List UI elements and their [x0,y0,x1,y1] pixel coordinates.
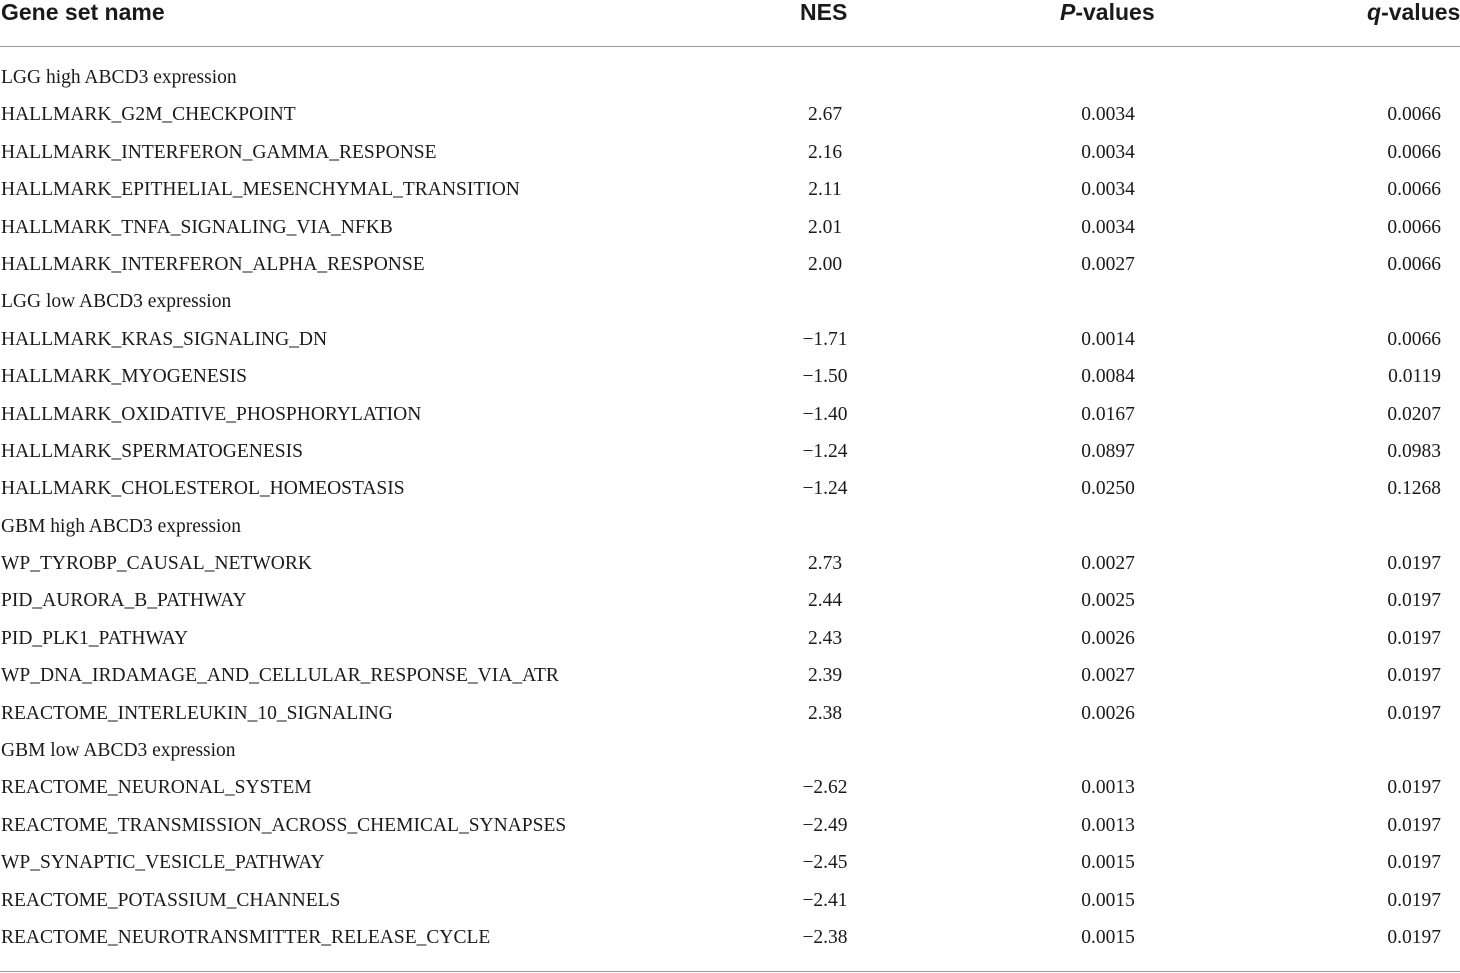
table-row [0,96,1460,133]
q-value-cell: 0.0066 [1387,141,1441,163]
gene-set-name-cell: LGG high ABCD3 expression [1,67,237,88]
table-row [0,396,1460,433]
gene-set-name-cell: HALLMARK_OXIDATIVE_PHOSPHORYLATION [1,403,422,425]
nes-cell: −1.50 [802,366,848,388]
p-value-cell: 0.0027 [1081,253,1135,275]
gene-set-name-cell: REACTOME_POTASSIUM_CHANNELS [1,889,341,911]
table-bottom-rule [0,971,1460,972]
gene-set-name-cell: PID_PLK1_PATHWAY [1,627,189,649]
gene-set-name-cell: LGG low ABCD3 expression [1,291,232,313]
gene-set-name-cell: HALLMARK_INTERFERON_GAMMA_RESPONSE [1,141,437,163]
gene-set-name-cell: HALLMARK_MYOGENESIS [1,366,247,388]
header-nes: NES [800,0,848,25]
table-row [0,807,1460,844]
p-value-cell: 0.0250 [1081,478,1135,500]
q-value-cell: 0.0983 [1387,440,1441,462]
q-value-cell: 0.0197 [1387,665,1441,687]
gene-set-name-cell: REACTOME_NEURONAL_SYSTEM [1,777,312,799]
table-row [0,582,1460,619]
nes-cell: 2.11 [808,179,842,201]
nes-cell: −2.45 [802,852,848,874]
gene-set-name-cell: REACTOME_NEUROTRANSMITTER_RELEASE_CYCLE [1,926,491,948]
nes-cell: 2.38 [807,702,843,724]
header-q-rest: -values [1381,0,1460,25]
nes-cell: −1.71 [802,328,848,350]
p-value-cell: 0.0034 [1081,179,1135,201]
p-value-cell: 0.0026 [1081,702,1135,724]
header-p-values [1060,0,1155,26]
p-value-cell: 0.0897 [1081,440,1135,462]
q-value-cell: 0.0207 [1387,403,1441,425]
q-value-cell: 0.0197 [1387,627,1441,649]
section-header-row [0,508,1460,545]
q-value-cell: 0.0066 [1387,253,1441,275]
header-p-rest: -values [1075,0,1155,25]
gene-set-name-cell: GBM low ABCD3 expression [1,740,236,762]
q-value-cell: 0.0197 [1387,777,1441,799]
p-value-cell: 0.0026 [1081,627,1135,649]
nes-cell: −1.40 [802,403,848,425]
q-value-cell: 0.0197 [1387,814,1441,836]
gene-set-name-cell: WP_TYROBP_CAUSAL_NETWORK [1,553,312,575]
section-header-row [0,59,1460,96]
p-value-cell: 0.0025 [1081,590,1135,612]
p-value-cell: 0.0015 [1081,852,1135,874]
nes-cell: −2.38 [802,926,848,948]
p-value-cell: 0.0084 [1081,366,1135,388]
p-value-cell: 0.0034 [1081,104,1135,126]
table-header [0,0,1460,47]
gene-set-name-cell: HALLMARK_G2M_CHECKPOINT [1,104,296,126]
gene-set-name-cell: WP_DNA_IRDAMAGE_AND_CELLULAR_RESPONSE_VIA_ATR [1,665,559,687]
table-row [0,134,1460,171]
table-row [0,246,1460,283]
section-header-row [0,732,1460,769]
p-value-cell: 0.0013 [1081,777,1135,799]
q-value-cell: 0.0197 [1387,852,1441,874]
table-row [0,882,1460,919]
table-row [0,209,1460,246]
nes-cell: 2.73 [807,553,843,575]
nes-cell: −1.24 [802,478,848,500]
p-value-cell: 0.0015 [1081,926,1135,948]
nes-cell: −1.24 [802,440,848,462]
table-row [0,433,1460,470]
q-value-cell: 0.0119 [1388,366,1441,388]
q-value-cell: 0.0066 [1387,179,1441,201]
q-value-cell: 0.0066 [1387,328,1441,350]
gene-set-name-cell: HALLMARK_TNFA_SIGNALING_VIA_NFKB [1,216,393,238]
nes-cell: −2.62 [802,777,848,799]
table-row [0,657,1460,694]
nes-cell: 2.39 [807,665,843,687]
nes-cell: −2.49 [802,814,848,836]
gene-set-name-cell: REACTOME_INTERLEUKIN_10_SIGNALING [1,702,393,724]
section-header-row [0,283,1460,320]
table-row [0,321,1460,358]
p-value-cell: 0.0013 [1081,814,1135,836]
nes-cell: 2.43 [807,627,843,649]
nes-cell: 2.16 [807,141,843,163]
header-divider [0,46,1460,47]
q-value-cell: 0.0197 [1387,702,1441,724]
nes-cell: 2.67 [807,104,843,126]
p-value-cell: 0.0034 [1081,216,1135,238]
nes-cell: −2.41 [802,889,848,911]
header-q-italic: q [1367,0,1382,25]
table-row [0,620,1460,657]
table-row [0,919,1460,956]
p-value-cell: 0.0027 [1081,553,1135,575]
gene-set-name-cell: HALLMARK_EPITHELIAL_MESENCHYMAL_TRANSITION [1,179,520,201]
q-value-cell: 0.0066 [1387,216,1441,238]
gene-set-name-cell: GBM high ABCD3 expression [1,515,241,537]
gene-set-name-cell: REACTOME_TRANSMISSION_ACROSS_CHEMICAL_SYNAPSES [1,814,567,836]
gene-set-name-cell: WP_SYNAPTIC_VESICLE_PATHWAY [1,852,325,874]
p-value-cell: 0.0014 [1081,328,1135,350]
table-row [0,769,1460,806]
gene-set-name-cell: HALLMARK_INTERFERON_ALPHA_RESPONSE [1,253,425,275]
nes-cell: 2.01 [807,216,843,238]
nes-cell: 2.44 [807,590,843,612]
header-p-italic: P [1060,0,1076,25]
p-value-cell: 0.0034 [1081,141,1135,163]
nes-cell: 2.00 [807,253,843,275]
q-value-cell: 0.0197 [1387,889,1441,911]
table-row [0,844,1460,881]
p-value-cell: 0.0015 [1081,889,1135,911]
table-row [0,695,1460,732]
header-gene-set-name: Gene set name [1,0,165,25]
q-value-cell: 0.1268 [1387,478,1441,500]
table-body [0,59,1460,956]
table-row [0,470,1460,507]
q-value-cell: 0.0197 [1387,926,1441,948]
p-value-cell: 0.0027 [1081,665,1135,687]
q-value-cell: 0.0066 [1387,104,1441,126]
gene-set-name-cell: HALLMARK_KRAS_SIGNALING_DN [1,328,328,350]
gene-set-name-cell: HALLMARK_SPERMATOGENESIS [1,440,303,462]
table-row [0,171,1460,208]
table-row [0,358,1460,395]
gene-set-name-cell: HALLMARK_CHOLESTEROL_HOMEOSTASIS [1,478,405,500]
table-row [0,545,1460,582]
p-value-cell: 0.0167 [1081,403,1135,425]
q-value-cell: 0.0197 [1387,590,1441,612]
gene-set-name-cell: PID_AURORA_B_PATHWAY [1,590,247,612]
header-q-values [1367,0,1460,26]
q-value-cell: 0.0197 [1387,553,1441,575]
